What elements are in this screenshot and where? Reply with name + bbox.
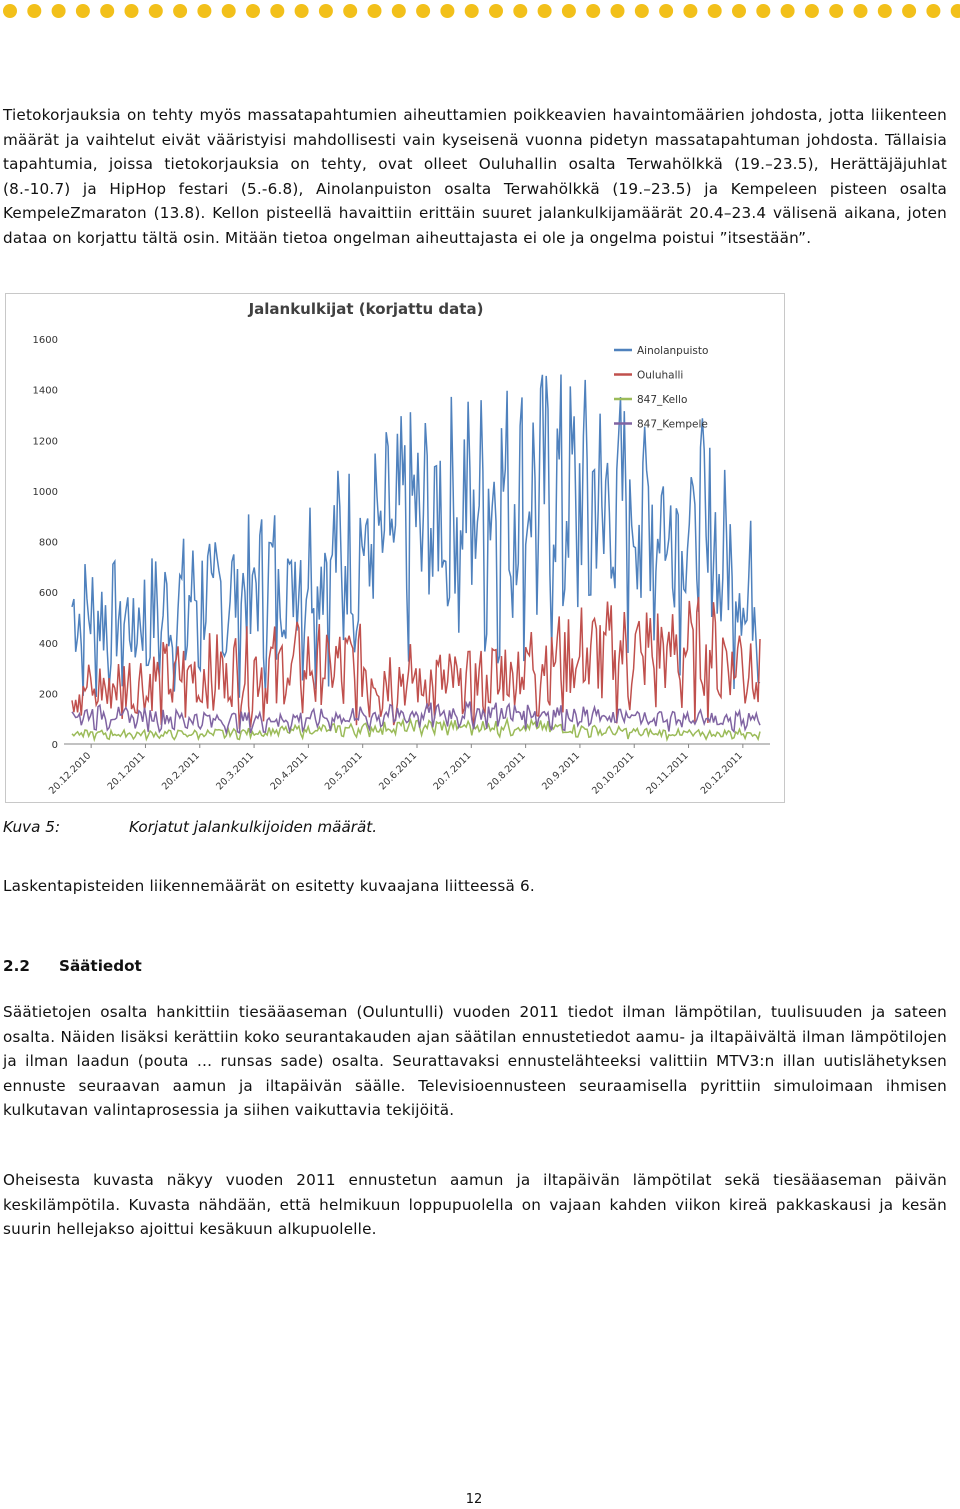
y-tick-label: 800 [38, 537, 58, 549]
paragraph-data-corrections: Tietokorjauksia on tehty myös massatapahtumien aiheuttamien poikkeavien havaintomäärien johdosta, jotta liikenteen määrät ja vaihtelut eivät vääristyisi mahdollisesti vain kyseisenä vuonna pidetyn massatapahtuman johdosta. Tällaisia tapahtumia, joissa tietokorjauksia on tehty, ovat olleet Ouluhallin osalta Terwahölkkä (19.–23.5), Herättäjäjuhlat (8.-10.7) ja HipHop festari (5.-6.8), Ainolanpuiston osalta Terwahölkkä (19.–23.5) ja Kempeleen pisteen osalta KempeleZmaraton (13.8). Kellon pisteellä havaittiin erittäin suuret jalankulkijamäärät 20.4–23.4 välisenä aikana, joten dataa on korjattu tältä osin. Mitään tietoa ongelman aiheuttajasta ei ole ja ongelma poistui ”itsestään”. [3, 106, 947, 247]
header-dot [902, 4, 916, 18]
header-dot [416, 4, 430, 18]
y-tick-label: 1200 [32, 436, 58, 448]
paragraph-appendix-reference: Laskentapisteiden liikennemäärät on esitetty kuvaajana liitteessä 6. [3, 877, 535, 895]
x-tick-label: 20.10.2011 [590, 750, 637, 797]
header-dot [100, 4, 114, 18]
header-dot [611, 4, 625, 18]
header-dot [173, 4, 187, 18]
header-dot [562, 4, 576, 18]
legend-label: 847_Kempele [637, 418, 708, 431]
header-dot [951, 4, 960, 18]
y-tick-label: 600 [38, 588, 58, 600]
header-dot [76, 4, 90, 18]
x-tick-label: 20.4.2011 [268, 750, 311, 793]
header-dot [683, 4, 697, 18]
legend-label: Ouluhalli [637, 369, 684, 382]
header-dot [343, 4, 357, 18]
header-dot [756, 4, 770, 18]
header-dot [926, 4, 940, 18]
y-tick-label: 1600 [32, 335, 58, 346]
x-tick-label: 20.2.2011 [159, 750, 202, 793]
header-dot [125, 4, 139, 18]
x-tick-label: 20.3.2011 [214, 750, 257, 793]
header-dot [659, 4, 673, 18]
x-tick-label: 20.1.2011 [105, 750, 148, 793]
y-tick-label: 0 [51, 740, 58, 751]
header-dot [440, 4, 454, 18]
x-tick-label: 20.7.2011 [431, 750, 474, 793]
x-tick-label: 20.8.2011 [485, 750, 528, 793]
header-dot [732, 4, 746, 18]
header-dot [829, 4, 843, 18]
header-dot [708, 4, 722, 18]
header-dot [781, 4, 795, 18]
header-dot [270, 4, 284, 18]
section-number: 2.2 [3, 957, 30, 975]
x-tick-label: 20.12.2011 [698, 750, 745, 797]
page-number: 12 [465, 1492, 483, 1507]
y-axis [33, 335, 58, 751]
header-dot [586, 4, 600, 18]
header-dot-row [0, 0, 960, 24]
y-tick-label: 1400 [32, 385, 58, 397]
paragraph-weather-figure: Oheisesta kuvasta näkyy vuoden 2011 ennustetun aamun ja iltapäivän lämpötilat sekä tiesääaseman päivän keskilämpötila. Kuvasta nähdään, että helmikuun loppupuolella on vajaan kahden viikon kireä pakkaskausi ja kesän suurin hellejakso ajoittui kesäkuun alkupuolelle. [3, 1171, 947, 1238]
y-tick-label: 400 [38, 638, 58, 650]
x-axis [47, 744, 770, 797]
header-dot [805, 4, 819, 18]
header-dot [197, 4, 211, 18]
header-dot [52, 4, 66, 18]
header-dot [635, 4, 649, 18]
series-line-ouluhalli [72, 597, 760, 729]
x-tick-label: 20.12.2010 [47, 750, 94, 797]
header-dot [27, 4, 41, 18]
caption-number: Kuva 5: [3, 818, 61, 836]
header-dot [465, 4, 479, 18]
legend-label: Ainolanpuisto [637, 345, 709, 357]
header-dot [149, 4, 163, 18]
x-tick-label: 20.5.2011 [322, 750, 365, 793]
chart-title: Jalankulkijat (korjattu data) [248, 300, 484, 318]
header-dot [319, 4, 333, 18]
section-title: Säätiedot [59, 957, 142, 975]
line-chart [6, 294, 784, 802]
x-tick-label: 20.11.2011 [644, 750, 691, 797]
x-tick-label: 20.6.2011 [377, 750, 420, 793]
header-dot [392, 4, 406, 18]
legend-label: 847_Kello [637, 394, 688, 406]
header-dot [854, 4, 868, 18]
chart-legend [614, 345, 708, 431]
figure-pedestrian-chart [5, 293, 785, 803]
x-tick-label: 20.9.2011 [540, 750, 583, 793]
header-dot [489, 4, 503, 18]
series-line-847-kempele [72, 702, 760, 734]
paragraph-weather-data: Säätietojen osalta hankittiin tiesääaseman (Ouluntulli) vuoden 2011 tiedot ilman lämpötilan, tuulisuuden ja sateen osalta. Näiden lisäksi kerättiin koko seurantakauden ajan säätilan ennustetiedot aamu- ja iltapäivältä ilman lämpötilojen ja ilman laadun (pouta … runsas sade) osalta. Seurattavaksi ennustelähteeksi valittiin MTV3:n illan uutislähetyksen ennuste seuraavan aamun ja iltapäivän säälle. Televisioennusteen seuraamisella pyrittiin simuloimaan ihmisen kulkutavan valintaprosessia ja siihen vaikuttavia tekijöitä. [3, 1003, 947, 1119]
header-dot [368, 4, 382, 18]
header-dot [246, 4, 260, 18]
header-dot [295, 4, 309, 18]
header-dot [513, 4, 527, 18]
header-dot [878, 4, 892, 18]
header-dot [538, 4, 552, 18]
y-tick-label: 1000 [32, 486, 58, 498]
y-tick-label: 200 [38, 689, 58, 701]
header-dot [222, 4, 236, 18]
caption-text: Korjatut jalankulkijoiden määrät. [129, 818, 378, 836]
header-dot [3, 4, 17, 18]
